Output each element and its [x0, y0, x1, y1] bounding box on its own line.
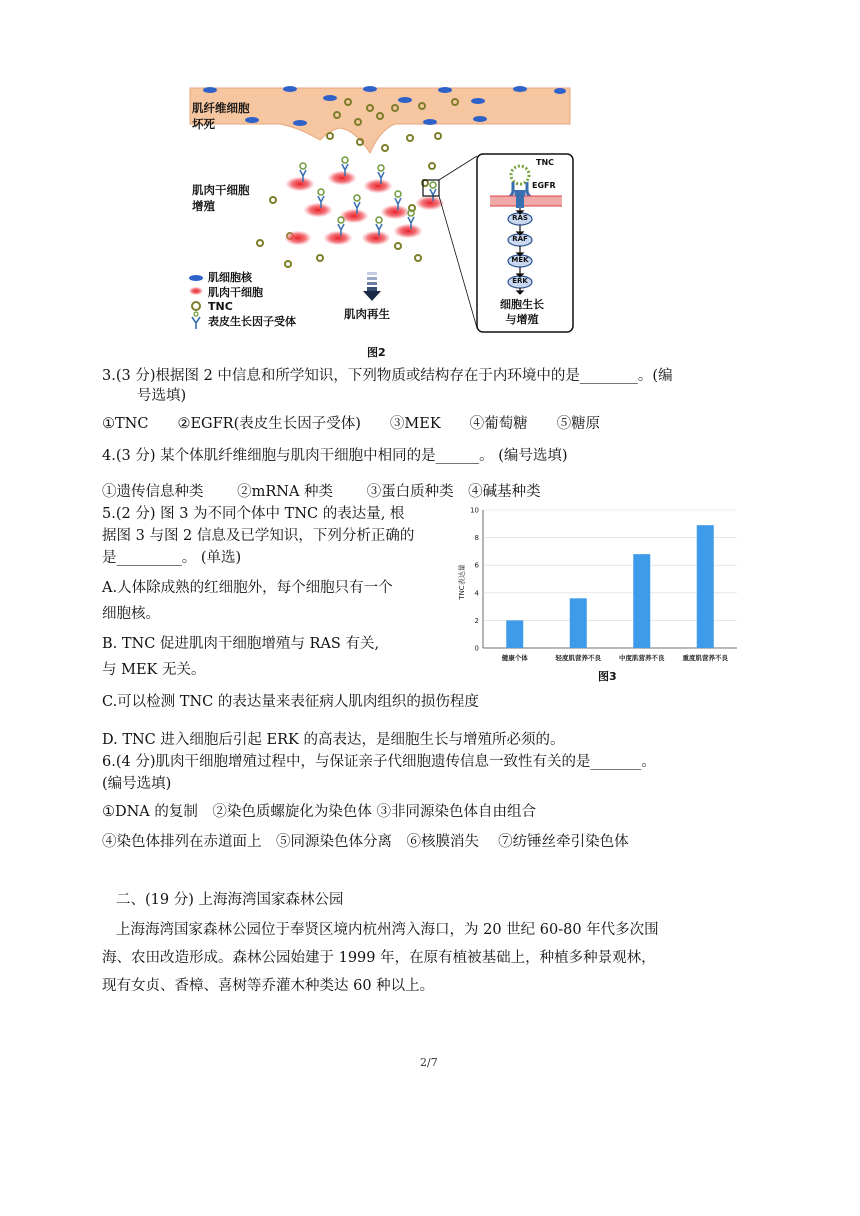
q5-stem-line2: 据图 3 与图 2 信息及已学知识，下列分析正确的	[102, 528, 415, 544]
figure-3-caption: 图3	[598, 670, 617, 683]
chart-y-tick-label: 8	[474, 534, 479, 543]
pathway-mek: MEK	[511, 256, 529, 264]
chart-bar	[633, 554, 650, 648]
regeneration-arrow-icon	[363, 272, 381, 301]
receptor-legend-icon	[192, 317, 200, 329]
q6-options-line1: ①DNA 的复制 ②染色质螺旋化为染色体 ③非同源染色体自由组合	[102, 804, 536, 820]
nucleus-legend-icon	[189, 275, 203, 281]
pathway-erk: ERK	[512, 277, 528, 285]
legend-item: 肌细胞核	[208, 271, 252, 284]
q5-option-b-line1: B. TNC 促进肌肉干细胞增殖与 RAS 有关,	[102, 636, 380, 652]
figure-2	[180, 78, 580, 360]
pathway-ras: RAS	[512, 214, 528, 222]
inset-result-label: 细胞生长 与增殖	[500, 298, 544, 326]
chart-y-tick-label: 2	[474, 616, 479, 625]
q4-stem: 4.(3 分) 某个体肌纤维细胞与肌肉干细胞中相同的是______。 (编号选填)	[102, 448, 568, 464]
q3-stem-line2: 号选填)	[137, 388, 187, 404]
section-2-para-line2: 海、农田改造形成。森林公园始建于 1999 年，在原有植被基础上，种植多种景观林，	[102, 950, 656, 966]
q5-stem-line1: 5.(2 分) 图 3 为不同个体中 TNC 的表达量, 根	[102, 506, 405, 522]
section-2-para-line1: 上海海湾国家森林公园位于奉贤区境内杭州湾入海口，为 20 世纪 60-80 年代多次围	[116, 922, 659, 938]
q5-option-a-line2: 细胞核。	[102, 606, 160, 622]
q6-options-line2: ④染色体排列在赤道面上 ⑤同源染色体分离 ⑥核膜消失 ⑦纺锤丝牵引染色体	[102, 834, 629, 850]
legend-item: 表皮生长因子受体	[208, 314, 296, 328]
chart-bar	[506, 620, 523, 648]
legend	[208, 271, 296, 329]
chart-y-tick-label: 10	[470, 506, 479, 515]
legend-item: TNC	[208, 300, 233, 313]
q4-options: ①遗传信息种类 ②mRNA 种类 ③蛋白质种类 ④碱基种类	[102, 484, 541, 500]
q5-stem-line3: 是_________。 (单选)	[102, 550, 242, 566]
section-2-para-line3: 现有女贞、香樟、喜树等乔灌木种类达 60 种以上。	[102, 978, 435, 994]
chart-x-tick-label: 轻度肌营养不良	[555, 654, 601, 662]
chart-x-tick-label: 重度肌营养不良	[682, 654, 728, 662]
q5-option-a-line1: A.人体除成熟的红细胞外，每个细胞只有一个	[102, 580, 393, 596]
inset-tnc-label: TNC	[536, 158, 555, 167]
figure-2-caption: 图2	[367, 346, 386, 359]
tnc-legend-icon	[192, 302, 200, 310]
page-number: 2/7	[420, 1056, 438, 1069]
legend-icons	[189, 275, 203, 329]
legend-item: 肌肉干细胞	[208, 285, 263, 299]
inset-egfr-label: EGFR	[532, 181, 556, 190]
necrosis-label: 肌纤维细胞 坏死	[192, 101, 250, 131]
chart-bar	[697, 525, 714, 648]
stem-cells	[285, 171, 444, 245]
regeneration-label: 肌肉再生	[344, 307, 390, 321]
chart-x-tick-label: 中度肌营养不良	[619, 654, 665, 662]
chart-y-tick-label: 6	[474, 561, 479, 570]
q3-stem-line1: 3.(3 分)根据图 2 中信息和所学知识，下列物质或结构存在于内环境中的是________。(编	[102, 368, 673, 384]
q3-options: ①TNC ②EGFR(表皮生长因子受体) ③MEK ④葡萄糖 ⑤糖原	[102, 416, 601, 432]
q6-stem-line1: 6.(4 分)肌肉干细胞增殖过程中，与保证亲子代细胞遗传信息一致性有关的是_______。	[102, 754, 656, 770]
q6-stem-line2: (编号选填)	[102, 776, 172, 792]
q5-option-d: D. TNC 进入细胞后引起 ERK 的高表达，是细胞生长与增殖所必须的。	[102, 732, 565, 748]
pathway-raf: RAF	[512, 235, 528, 243]
chart-y-tick-label: 0	[474, 644, 479, 653]
section-2-heading: 二、(19 分) 上海海湾国家森林公园	[116, 892, 344, 908]
q5-option-b-line2: 与 MEK 无关。	[102, 662, 206, 678]
chart-y-axis-label: TNC表达量	[458, 564, 466, 600]
tnc-bar-chart	[455, 502, 745, 684]
chart-x-tick-label: 健康个体	[501, 654, 528, 662]
chart-y-tick-label: 4	[474, 589, 479, 598]
stem-cell-legend-icon	[189, 287, 203, 295]
proliferation-label: 肌肉干细胞 增殖	[192, 183, 250, 213]
figure-3-chart	[455, 502, 745, 684]
q5-option-c: C.可以检测 TNC 的表达量来表征病人肌肉组织的损伤程度	[102, 694, 479, 710]
chart-bar	[570, 598, 587, 648]
